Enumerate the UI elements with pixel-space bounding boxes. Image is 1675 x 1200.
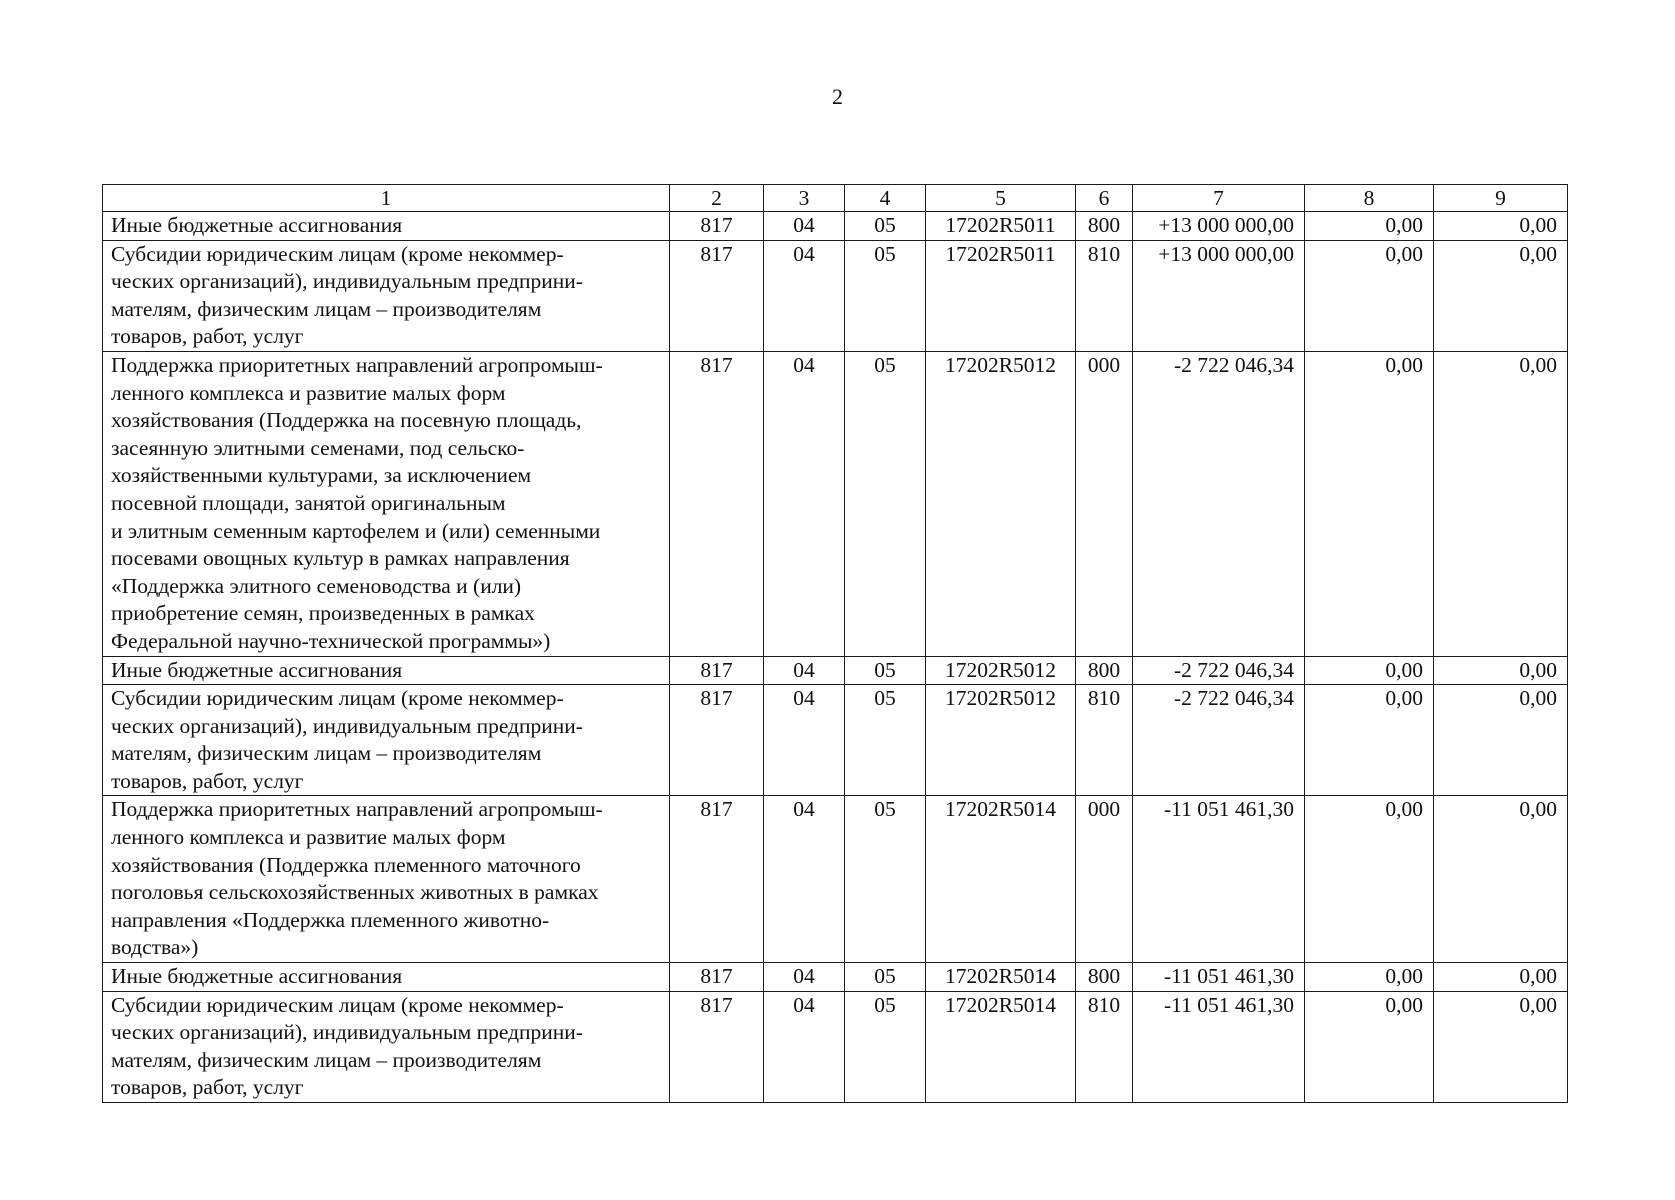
row-pr-cell: 05 xyxy=(845,656,926,685)
table-row xyxy=(103,685,1568,796)
table-row xyxy=(103,991,1568,1102)
row-name-cell: Субсидии юридическим лицам (кроме некоммер- ческих организаций), индивидуальным предприни- мателям, физическим лицам – производителям товаров, работ, услуг xyxy=(103,240,670,351)
row-col9-cell: 0,00 xyxy=(1434,351,1568,656)
row-vr-cell: 800 xyxy=(1076,963,1133,992)
header-cell: 7 xyxy=(1133,185,1305,212)
table-row xyxy=(103,963,1568,992)
row-pr-cell: 05 xyxy=(845,351,926,656)
row-rz-cell: 04 xyxy=(764,351,845,656)
header-cell: 4 xyxy=(845,185,926,212)
header-cell: 9 xyxy=(1434,185,1568,212)
row-change-cell: -2 722 046,34 xyxy=(1133,351,1305,656)
row-pr-cell: 05 xyxy=(845,991,926,1102)
row-change-cell: -2 722 046,34 xyxy=(1133,656,1305,685)
row-glav-cell: 817 xyxy=(670,685,764,796)
row-pr-cell: 05 xyxy=(845,212,926,241)
header-cell: 8 xyxy=(1305,185,1434,212)
row-vr-cell: 810 xyxy=(1076,991,1133,1102)
table-row xyxy=(103,656,1568,685)
row-vr-cell: 000 xyxy=(1076,351,1133,656)
header-cell: 5 xyxy=(926,185,1076,212)
row-glav-cell: 817 xyxy=(670,212,764,241)
row-vr-cell: 810 xyxy=(1076,685,1133,796)
row-name-cell: Субсидии юридическим лицам (кроме некоммер- ческих организаций), индивидуальным предприни- мателям, физическим лицам – производителям товаров, работ, услуг xyxy=(103,685,670,796)
row-name-cell: Поддержка приоритетных направлений агропромыш- ленного комплекса и развитие малых форм хозяйствования (Поддержка племенного маточного поголовья сельскохозяйственных животных в рамках направления «Поддержка племенного животно- водства») xyxy=(103,796,670,963)
row-col9-cell: 0,00 xyxy=(1434,796,1568,963)
row-csr-cell: 17202R5014 xyxy=(926,991,1076,1102)
row-col9-cell: 0,00 xyxy=(1434,212,1568,241)
row-rz-cell: 04 xyxy=(764,796,845,963)
row-pr-cell: 05 xyxy=(845,240,926,351)
row-col8-cell: 0,00 xyxy=(1305,963,1434,992)
table-row xyxy=(103,351,1568,656)
row-pr-cell: 05 xyxy=(845,796,926,963)
row-col9-cell: 0,00 xyxy=(1434,963,1568,992)
table-row xyxy=(103,796,1568,963)
row-col9-cell: 0,00 xyxy=(1434,991,1568,1102)
table-row xyxy=(103,212,1568,241)
row-glav-cell: 817 xyxy=(670,796,764,963)
header-cell: 6 xyxy=(1076,185,1133,212)
row-csr-cell: 17202R5011 xyxy=(926,240,1076,351)
row-glav-cell: 817 xyxy=(670,351,764,656)
budget-table xyxy=(102,184,1568,1103)
row-vr-cell: 800 xyxy=(1076,212,1133,241)
row-rz-cell: 04 xyxy=(764,685,845,796)
row-pr-cell: 05 xyxy=(845,963,926,992)
header-cell: 1 xyxy=(103,185,670,212)
row-change-cell: -11 051 461,30 xyxy=(1133,796,1305,963)
row-vr-cell: 000 xyxy=(1076,796,1133,963)
header-cell: 2 xyxy=(670,185,764,212)
row-col8-cell: 0,00 xyxy=(1305,212,1434,241)
row-name-cell: Поддержка приоритетных направлений агропромыш- ленного комплекса и развитие малых форм хозяйствования (Поддержка на посевную площадь, засеянную элитными семенами, под сельско- хозяйственными культурами, за исключением посевной площади, занятой оригинальным и элитным семенным картофелем и (или) семенными посевами овощных культур в рамках направления «Поддержка элитного семеноводства и (или) приобретение семян, произведенных в рамках Федеральной научно-технической программы») xyxy=(103,351,670,656)
row-col9-cell: 0,00 xyxy=(1434,656,1568,685)
row-name-cell: Иные бюджетные ассигнования xyxy=(103,212,670,241)
row-col8-cell: 0,00 xyxy=(1305,991,1434,1102)
row-csr-cell: 17202R5011 xyxy=(926,212,1076,241)
row-glav-cell: 817 xyxy=(670,963,764,992)
row-change-cell: +13 000 000,00 xyxy=(1133,240,1305,351)
row-rz-cell: 04 xyxy=(764,963,845,992)
row-rz-cell: 04 xyxy=(764,240,845,351)
row-csr-cell: 17202R5012 xyxy=(926,351,1076,656)
row-csr-cell: 17202R5014 xyxy=(926,796,1076,963)
row-name-cell: Иные бюджетные ассигнования xyxy=(103,963,670,992)
row-csr-cell: 17202R5014 xyxy=(926,963,1076,992)
row-col8-cell: 0,00 xyxy=(1305,240,1434,351)
row-change-cell: -11 051 461,30 xyxy=(1133,991,1305,1102)
header-cell: 3 xyxy=(764,185,845,212)
row-glav-cell: 817 xyxy=(670,240,764,351)
row-col8-cell: 0,00 xyxy=(1305,796,1434,963)
row-change-cell: -11 051 461,30 xyxy=(1133,963,1305,992)
row-rz-cell: 04 xyxy=(764,656,845,685)
row-rz-cell: 04 xyxy=(764,991,845,1102)
row-change-cell: -2 722 046,34 xyxy=(1133,685,1305,796)
row-name-cell: Иные бюджетные ассигнования xyxy=(103,656,670,685)
row-col9-cell: 0,00 xyxy=(1434,685,1568,796)
row-change-cell: +13 000 000,00 xyxy=(1133,212,1305,241)
row-col8-cell: 0,00 xyxy=(1305,351,1434,656)
row-glav-cell: 817 xyxy=(670,656,764,685)
table-header-row xyxy=(103,185,1568,212)
row-csr-cell: 17202R5012 xyxy=(926,685,1076,796)
row-csr-cell: 17202R5012 xyxy=(926,656,1076,685)
table-row xyxy=(103,240,1568,351)
row-name-cell: Субсидии юридическим лицам (кроме некоммер- ческих организаций), индивидуальным предприни- мателям, физическим лицам – производителям товаров, работ, услуг xyxy=(103,991,670,1102)
row-vr-cell: 810 xyxy=(1076,240,1133,351)
row-glav-cell: 817 xyxy=(670,991,764,1102)
page-number: 2 xyxy=(832,84,843,109)
row-col8-cell: 0,00 xyxy=(1305,685,1434,796)
row-col9-cell: 0,00 xyxy=(1434,240,1568,351)
row-pr-cell: 05 xyxy=(845,685,926,796)
row-col8-cell: 0,00 xyxy=(1305,656,1434,685)
row-rz-cell: 04 xyxy=(764,212,845,241)
row-vr-cell: 800 xyxy=(1076,656,1133,685)
